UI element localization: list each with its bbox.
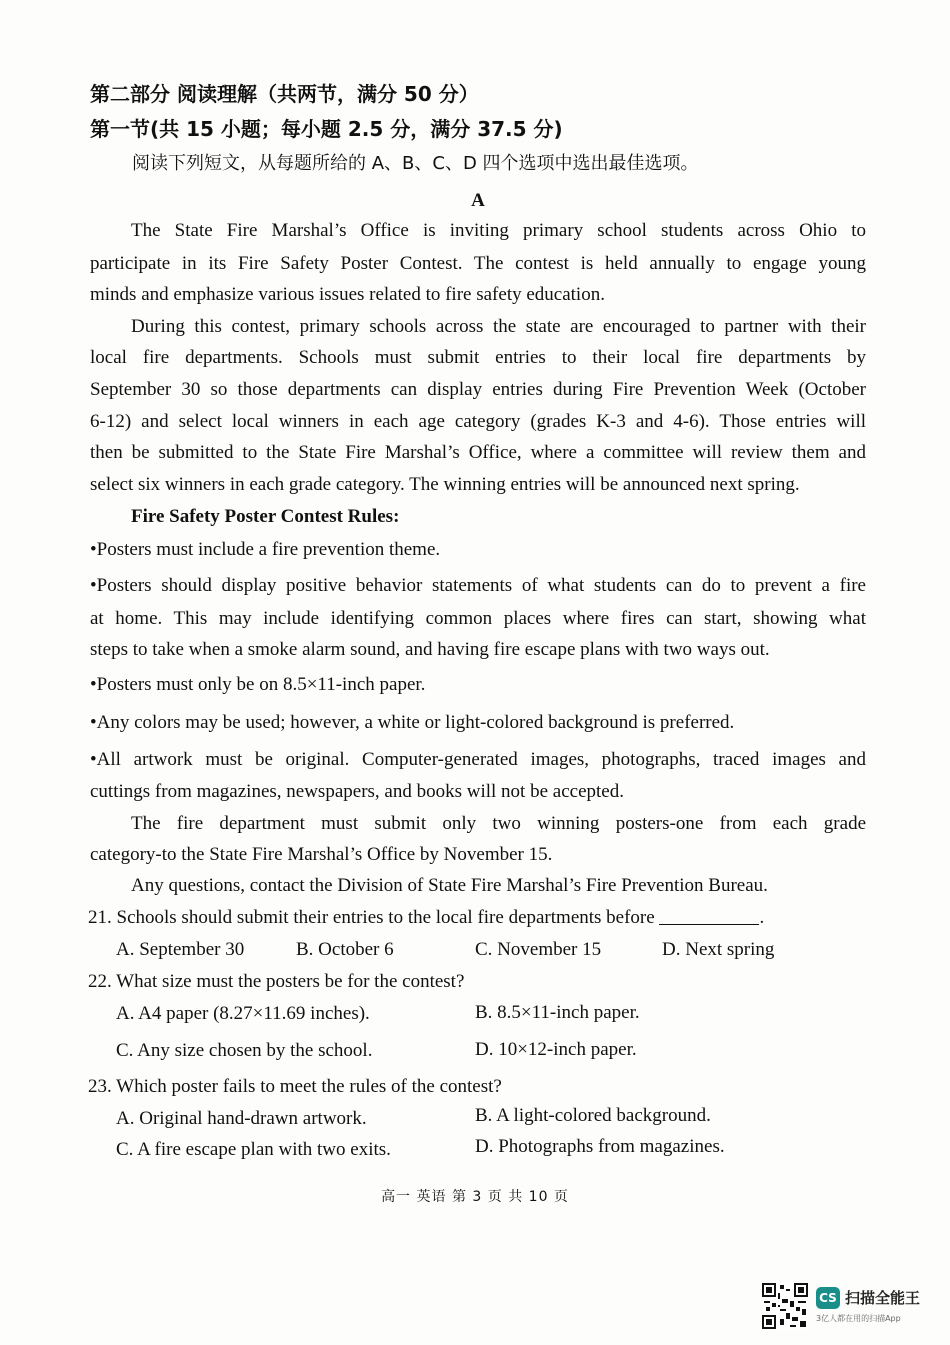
subsection-title: 第一节(共 15 小题；每小题 2.5 分，满分 37.5 分) — [90, 117, 563, 141]
question-stem-end: . — [759, 907, 765, 928]
rule-line: •Posters should display positive behavior statements of what students can do to prevent a fire — [90, 575, 866, 596]
passage-line: The State Fire Marshal’s Office is inviting primary school students across Ohio to — [131, 220, 866, 241]
passage-line: participate in its Fire Safety Poster Contest. The contest is held annually to engage young — [90, 253, 866, 274]
instruction: 阅读下列短文，从每题所给的 A、B、C、D 四个选项中选出最佳选项。 — [132, 153, 699, 174]
rule-line: •All artwork must be original. Computer-generated images, photographs, traced images and — [90, 749, 866, 770]
passage-line: then be submitted to the State Fire Marshal’s Office, where a committee will review them and — [90, 442, 866, 463]
option-a: A. A4 paper (8.27×11.69 inches). — [116, 1003, 370, 1024]
rule-line: •Any colors may be used; however, a white or light-colored background is preferred. — [90, 712, 735, 733]
option-b: B. 8.5×11-inch paper. — [475, 1002, 640, 1023]
option-a: A. Original hand-drawn artwork. — [116, 1108, 367, 1129]
rules-heading: Fire Safety Poster Contest Rules: — [131, 506, 400, 527]
qr-code-icon — [762, 1283, 808, 1329]
closing-line: category-to the State Fire Marshal’s Office by November 15. — [90, 844, 553, 865]
rule-line: cuttings from magazines, newspapers, and books will not be accepted. — [90, 781, 624, 802]
passage-line: select six winners in each grade category. The winning entries will be announced next spring. — [90, 474, 800, 495]
rule-line: •Posters must include a fire prevention theme. — [90, 539, 441, 560]
part-title: 第二部分 阅读理解（共两节，满分 50 分） — [90, 82, 479, 106]
passage-line: 6-12) and select local winners in each age category (grades K-3 and 4-6). Those entries will — [90, 411, 866, 432]
rule-line: •Posters must only be on 8.5×11-inch paper. — [90, 674, 426, 695]
closing-line: The fire department must submit only two winning posters-one from each grade — [131, 813, 866, 834]
camscanner-logo: CS — [816, 1287, 840, 1309]
option-c: C. A fire escape plan with two exits. — [116, 1139, 391, 1160]
option-c: C. Any size chosen by the school. — [116, 1040, 373, 1061]
page-footer: 高一 英语 第 3 页 共 10 页 — [381, 1189, 569, 1205]
question-stem-text: 21. Schools should submit their entries to the local fire departments before — [88, 907, 655, 928]
passage-line: September 30 so those departments can display entries during Fire Prevention Week (October — [90, 379, 866, 400]
passage-label: A — [471, 190, 485, 211]
rule-line: steps to take when a smoke alarm sound, and having fire escape plans with two ways out. — [90, 639, 770, 660]
passage-line: During this contest, primary schools across the state are encouraged to partner with their — [131, 316, 866, 337]
option-d: D. Next spring — [662, 939, 775, 960]
option-b: B. October 6 — [296, 939, 394, 960]
option-a: A. September 30 — [116, 939, 245, 960]
scanner-tagline: 3亿人都在用的扫描App — [816, 1314, 901, 1323]
passage-line: local fire departments. Schools must submit entries to their local fire departments by — [90, 347, 866, 368]
closing-line: Any questions, contact the Division of State Fire Marshal’s Fire Prevention Bureau. — [131, 875, 768, 896]
question-21-stem — [88, 906, 864, 930]
scanner-app-name: 扫描全能王 — [845, 1289, 921, 1307]
passage-line: minds and emphasize various issues related to fire safety education. — [90, 284, 605, 305]
answer-blank — [659, 906, 759, 925]
option-b: B. A light-colored background. — [475, 1105, 711, 1126]
question-22-stem: 22. What size must the posters be for the contest? — [88, 971, 465, 992]
rule-line: at home. This may include identifying common places where fires can start, showing what — [90, 608, 866, 629]
option-d: D. Photographs from magazines. — [475, 1136, 725, 1157]
option-d: D. 10×12-inch paper. — [475, 1039, 637, 1060]
option-c: C. November 15 — [475, 939, 602, 960]
question-23-stem: 23. Which poster fails to meet the rules of the contest? — [88, 1076, 502, 1097]
